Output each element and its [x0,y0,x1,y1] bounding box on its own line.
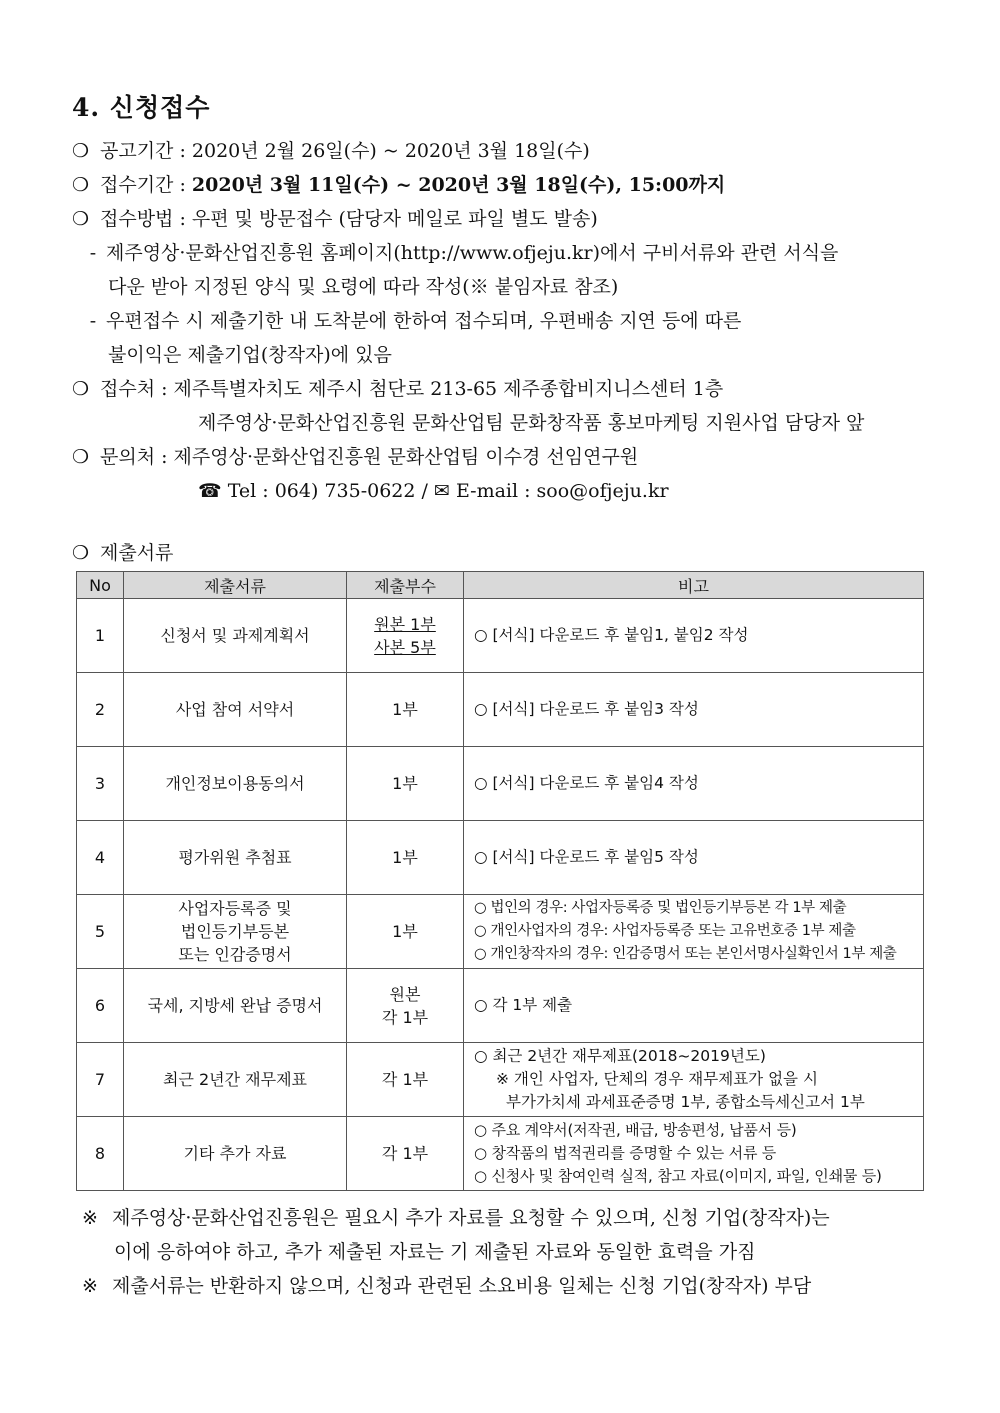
dash-marker: - [89,310,97,332]
copies-line: 각 1부 [381,1007,429,1027]
footnote-1-line2: 이에 응하여야 하고, 추가 제출된 자료는 기 제출된 자료와 동일한 효력을 가짐 [114,1241,756,1263]
method-label: 접수방법 [100,208,174,230]
row-no: 4 [77,821,124,895]
note-line: ○ 주요 계약서(저작권, 배급, 방송편성, 납품서 등) [474,1121,797,1139]
row-doc: 국세, 지방세 완납 증명서 [124,969,347,1043]
note-line: ○ 개인사업자의 경우: 사업자등록증 또는 고유번호증 1부 제출 [474,923,856,939]
row-note: ○ [서식] 다운로드 후 붙임3 작성 [464,673,924,747]
contact-email[interactable]: E-mail : soo@ofjeju.kr [455,480,669,502]
doc-line: 사업자등록증 및 [178,899,292,918]
reception-period-label: 접수기간 [100,174,174,196]
document-page [72,88,932,1303]
note-line: ※ 개인 사업자, 단체의 경우 재무제표가 없을 시 [496,1070,818,1088]
method-value: 우편 및 방문접수 (담당자 메일로 파일 별도 발송) [191,208,598,230]
footnote-2-line1: 제출서류는 반환하지 않으며, 신청과 관련된 소요비용 일체는 신청 기업(창작자) 부담 [112,1275,812,1297]
method-detail-2-line2: 불이익은 제출기업(창작자)에 있음 [108,344,392,366]
circle-bullet-icon: ❍ [72,208,90,230]
method-detail-2-line1: 우편접수 시 제출기한 내 도착분에 한하여 접수되며, 우편배송 지연 등에 따른 [106,310,742,332]
table-row [77,599,924,673]
reference-mark-icon: ※ [82,1207,98,1229]
row-note: ○ 각 1부 제출 [464,969,924,1043]
header-doc: 제출서류 [124,572,347,599]
method-detail-1-cont [72,270,932,304]
circle-bullet-icon: ❍ [72,378,90,400]
copies-copy: 사본 5부 [374,637,436,657]
dash-marker: - [89,242,97,264]
row-doc: 신청서 및 과제계획서 [124,599,347,673]
contact-tel: Tel : 064) 735-0622 [227,480,416,502]
row-note: ○ [서식] 다운로드 후 붙임4 작성 [464,747,924,821]
contact-line1: 제주영상·문화산업진흥원 문화산업팀 이수경 선임연구원 [173,446,639,468]
row-no: 1 [77,599,124,673]
reception-period-line: ❍ 접수기간 : 2020년 3월 11일(수) ~ 2020년 3월 18일(수), 15:00까지 [72,168,932,202]
method-line: ❍ 접수방법 : 우편 및 방문접수 (담당자 메일로 파일 별도 발송) [72,202,932,236]
recipient-line: ❍ 접수처 : 제주특별자치도 제주시 첨단로 213-65 제주종합비지니스센터 1층 [72,372,932,406]
reception-period-value: 2020년 3월 11일(수) ~ 2020년 3월 18일(수), 15:00까지 [191,174,726,196]
circle-bullet-icon: ❍ [72,446,90,468]
docs-title: 제출서류 [100,542,174,564]
table-row [77,747,924,821]
method-detail-1-line2: 다운 받아 지정된 양식 및 요령에 따라 작성(※ 붙임자료 참조) [108,276,619,298]
footnote-2 [72,1269,932,1303]
row-copies: 1부 [347,673,464,747]
table-row [77,821,924,895]
row-doc: 개인정보이용동의서 [124,747,347,821]
note-line: ○ 개인창작자의 경우: 인감증명서 또는 본인서명사실확인서 1부 제출 [474,946,897,962]
table-header-row [77,572,924,599]
row-doc: 기타 추가 자료 [124,1117,347,1191]
table-row [77,1043,924,1117]
contact-cont: ☎ Tel : 064) 735-0622 / ✉ E-mail : soo@ofjeju.kr [198,480,669,502]
method-detail-2 [72,304,932,338]
row-no: 3 [77,747,124,821]
footnote-1-line1-row [72,1201,932,1235]
row-doc: 최근 2년간 재무제표 [124,1043,347,1117]
row-copies: 1부 [347,895,464,969]
note-line: ○ 창작품의 법적권리를 증명할 수 있는 서류 등 [474,1144,777,1162]
recipient-line1: 제주특별자치도 제주시 첨단로 213-65 제주종합비지니스센터 1층 [173,378,724,400]
note-line: ○ 법인의 경우: 사업자등록증 및 법인등기부등본 각 1부 제출 [474,900,847,916]
row-note [464,1117,924,1191]
row-no: 2 [77,673,124,747]
circle-bullet-icon: ❍ [72,542,90,564]
announcement-label: 공고기간 [100,140,174,162]
row-copies: 각 1부 [347,1117,464,1191]
note-line: 부가가치세 과세표준증명 1부, 종합소득세신고서 1부 [506,1093,865,1111]
row-copies: 1부 [347,747,464,821]
header-no: No [77,572,124,599]
row-doc [124,895,347,969]
announcement-line: ❍ 공고기간 : 2020년 2월 26일(수) ~ 2020년 3월 18일(수) [72,134,932,168]
copies-line: 원본 [389,984,421,1004]
row-note [464,1043,924,1117]
row-copies: 1부 [347,821,464,895]
copies-original: 원본 1부 [374,614,436,634]
table-row [77,673,924,747]
contact-label: 문의처 [100,446,156,468]
section-title: 4. 신청접수 [72,93,211,122]
table-row [77,969,924,1043]
contact-line: ❍ 문의처 : 제주영상·문화산업진흥원 문화산업팀 이수경 선임연구원 [72,440,932,474]
footnote-1-line2-row [72,1235,932,1269]
header-notes: 비고 [464,572,924,599]
method-detail-1 [72,236,932,270]
row-no: 8 [77,1117,124,1191]
note-line: ○ 최근 2년간 재무제표(2018~2019년도) [474,1047,766,1065]
recipient-line2: 제주영상·문화산업진흥원 문화산업팀 문화창작품 홍보마케팅 지원사업 담당자 앞 [198,412,865,434]
footnote-1 [72,1201,932,1269]
row-copies [347,599,464,673]
announcement-value: 2020년 2월 26일(수) ~ 2020년 3월 18일(수) [191,140,590,162]
method-detail-2-cont [72,338,932,372]
table-row [77,895,924,969]
row-doc: 평가위원 추첨표 [124,821,347,895]
row-doc: 사업 참여 서약서 [124,673,347,747]
row-no: 6 [77,969,124,1043]
recipient-cont [72,406,932,440]
row-copies [347,969,464,1043]
mail-icon: ✉ [433,480,450,502]
row-note: ○ [서식] 다운로드 후 붙임1, 붙임2 작성 [464,599,924,673]
table-row [77,1117,924,1191]
circle-bullet-icon: ❍ [72,140,90,162]
submission-table [76,571,924,1191]
doc-line: 또는 인감증명서 [178,945,292,964]
note-line: ○ 신청사 및 참여인력 실적, 참고 자료(이미지, 파일, 인쇄물 등) [474,1167,882,1185]
header-copies: 제출부수 [347,572,464,599]
row-no: 5 [77,895,124,969]
row-note [464,895,924,969]
circle-bullet-icon: ❍ [72,174,90,196]
row-note: ○ [서식] 다운로드 후 붙임5 작성 [464,821,924,895]
recipient-label: 접수처 [100,378,156,400]
method-detail-1-line1: 제주영상·문화산업진흥원 홈페이지(http://www.ofjeju.kr)에서 구비서류와 관련 서식을 [106,242,839,264]
docs-title-line [72,538,932,565]
phone-icon: ☎ [198,480,222,502]
row-copies: 각 1부 [347,1043,464,1117]
doc-line: 법인등기부등본 [180,922,290,941]
row-no: 7 [77,1043,124,1117]
footnote-1-line1: 제주영상·문화산업진흥원은 필요시 추가 자료를 요청할 수 있으며, 신청 기업(창작자)는 [112,1207,830,1229]
reference-mark-icon: ※ [82,1275,98,1297]
